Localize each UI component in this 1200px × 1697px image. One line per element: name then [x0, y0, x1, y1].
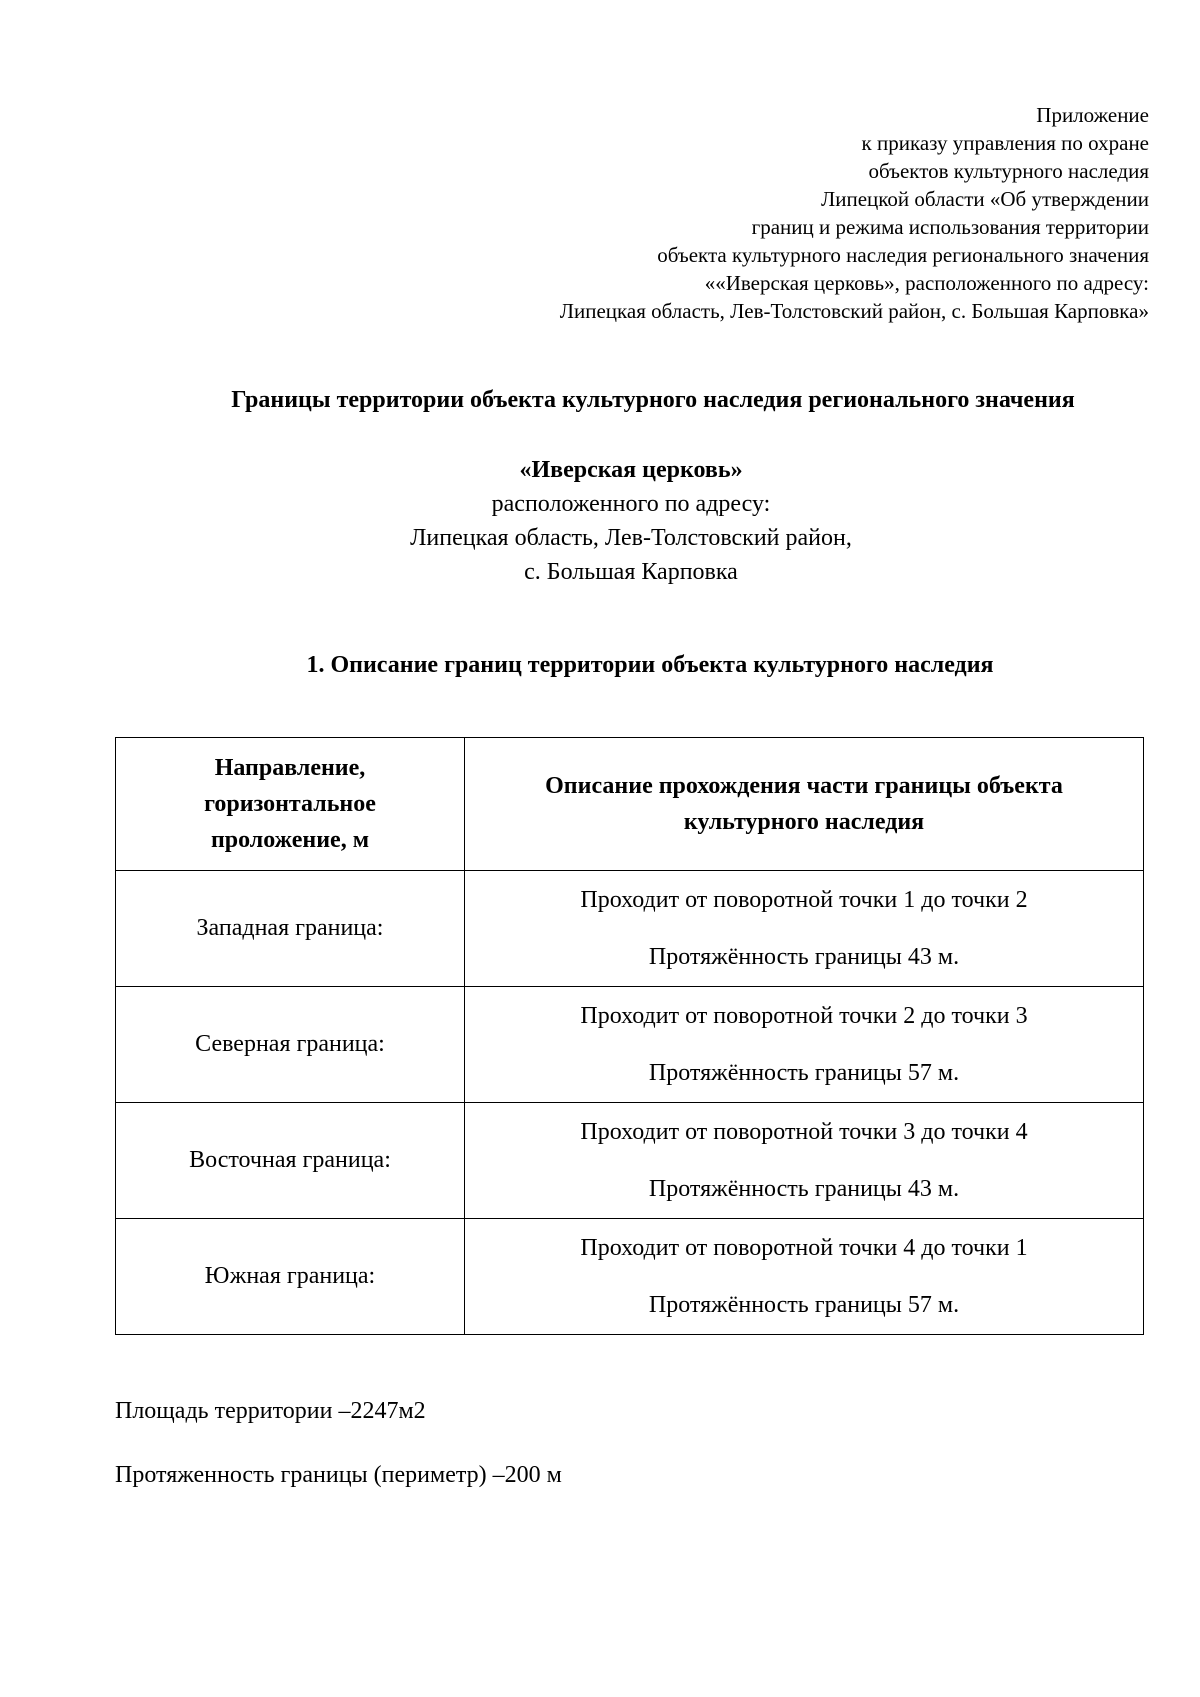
table-header-row [116, 738, 1144, 871]
appendix-line: Липецкой области «Об утверждении [821, 187, 1149, 211]
object-block [0, 453, 1200, 589]
table-row [116, 871, 1144, 987]
length-text: Протяжённость границы 57 м. [648, 1292, 960, 1318]
appendix-line: к приказу управления по охране [861, 131, 1149, 155]
header-description-line: культурного наследия [683, 809, 925, 835]
object-address-line: расположенного по адресу: [491, 491, 771, 517]
table-row [116, 987, 1144, 1103]
object-address-line: с. Большая Карповка [524, 559, 738, 585]
appendix-line: объекта культурного наследия регионального значения [657, 243, 1149, 267]
summary-block [115, 1396, 562, 1524]
route-text: Проходит от поворотной точки 4 до точки 1 [580, 1235, 1028, 1261]
document-title-text: Границы территории объекта культурного наследия регионального значения [231, 387, 1075, 413]
header-description [465, 738, 1144, 871]
description-cell [465, 1103, 1144, 1219]
appendix-line: Липецкая область, Лев-Толстовский район, с. Большая Карповка» [559, 299, 1149, 323]
header-direction [116, 738, 465, 871]
section-title: 1. Описание границ территории объекта культурного наследия [306, 652, 994, 678]
direction-cell: Восточная граница: [116, 1103, 465, 1219]
area-text: Площадь территории –2247м2 [115, 1398, 426, 1424]
appendix-line: Приложение [1036, 103, 1149, 127]
length-text: Протяжённость границы 43 м. [648, 944, 960, 970]
header-description-line: Описание прохождения части границы объекта [545, 773, 1063, 799]
description-cell [465, 871, 1144, 987]
appendix-header [560, 101, 1149, 325]
document-title [0, 387, 1200, 414]
header-direction-line: горизонтальное [204, 791, 376, 817]
direction-cell: Западная граница: [116, 871, 465, 987]
object-name: «Иверская церковь» [519, 457, 743, 483]
boundaries-table [115, 737, 1144, 1335]
length-text: Протяжённость границы 43 м. [648, 1176, 960, 1202]
table-row [116, 1103, 1144, 1219]
header-direction-line: проложение, м [210, 827, 370, 853]
perimeter-text: Протяженность границы (периметр) –200 м [115, 1462, 562, 1488]
description-cell [465, 1219, 1144, 1335]
appendix-line: объектов культурного наследия [868, 159, 1149, 183]
route-text: Проходит от поворотной точки 1 до точки 2 [580, 887, 1028, 913]
description-cell [465, 987, 1144, 1103]
length-text: Протяжённость границы 57 м. [648, 1060, 960, 1086]
direction-cell: Северная граница: [116, 987, 465, 1103]
appendix-line: ««Иверская церковь», расположенного по адресу: [704, 271, 1149, 295]
object-address-line: Липецкая область, Лев-Толстовский район, [410, 525, 852, 551]
header-direction-line: Направление, [214, 755, 366, 781]
direction-cell: Южная граница: [116, 1219, 465, 1335]
table-row [116, 1219, 1144, 1335]
route-text: Проходит от поворотной точки 2 до точки 3 [580, 1003, 1028, 1029]
route-text: Проходит от поворотной точки 3 до точки 4 [580, 1119, 1028, 1145]
appendix-line: границ и режима использования территории [751, 215, 1149, 239]
